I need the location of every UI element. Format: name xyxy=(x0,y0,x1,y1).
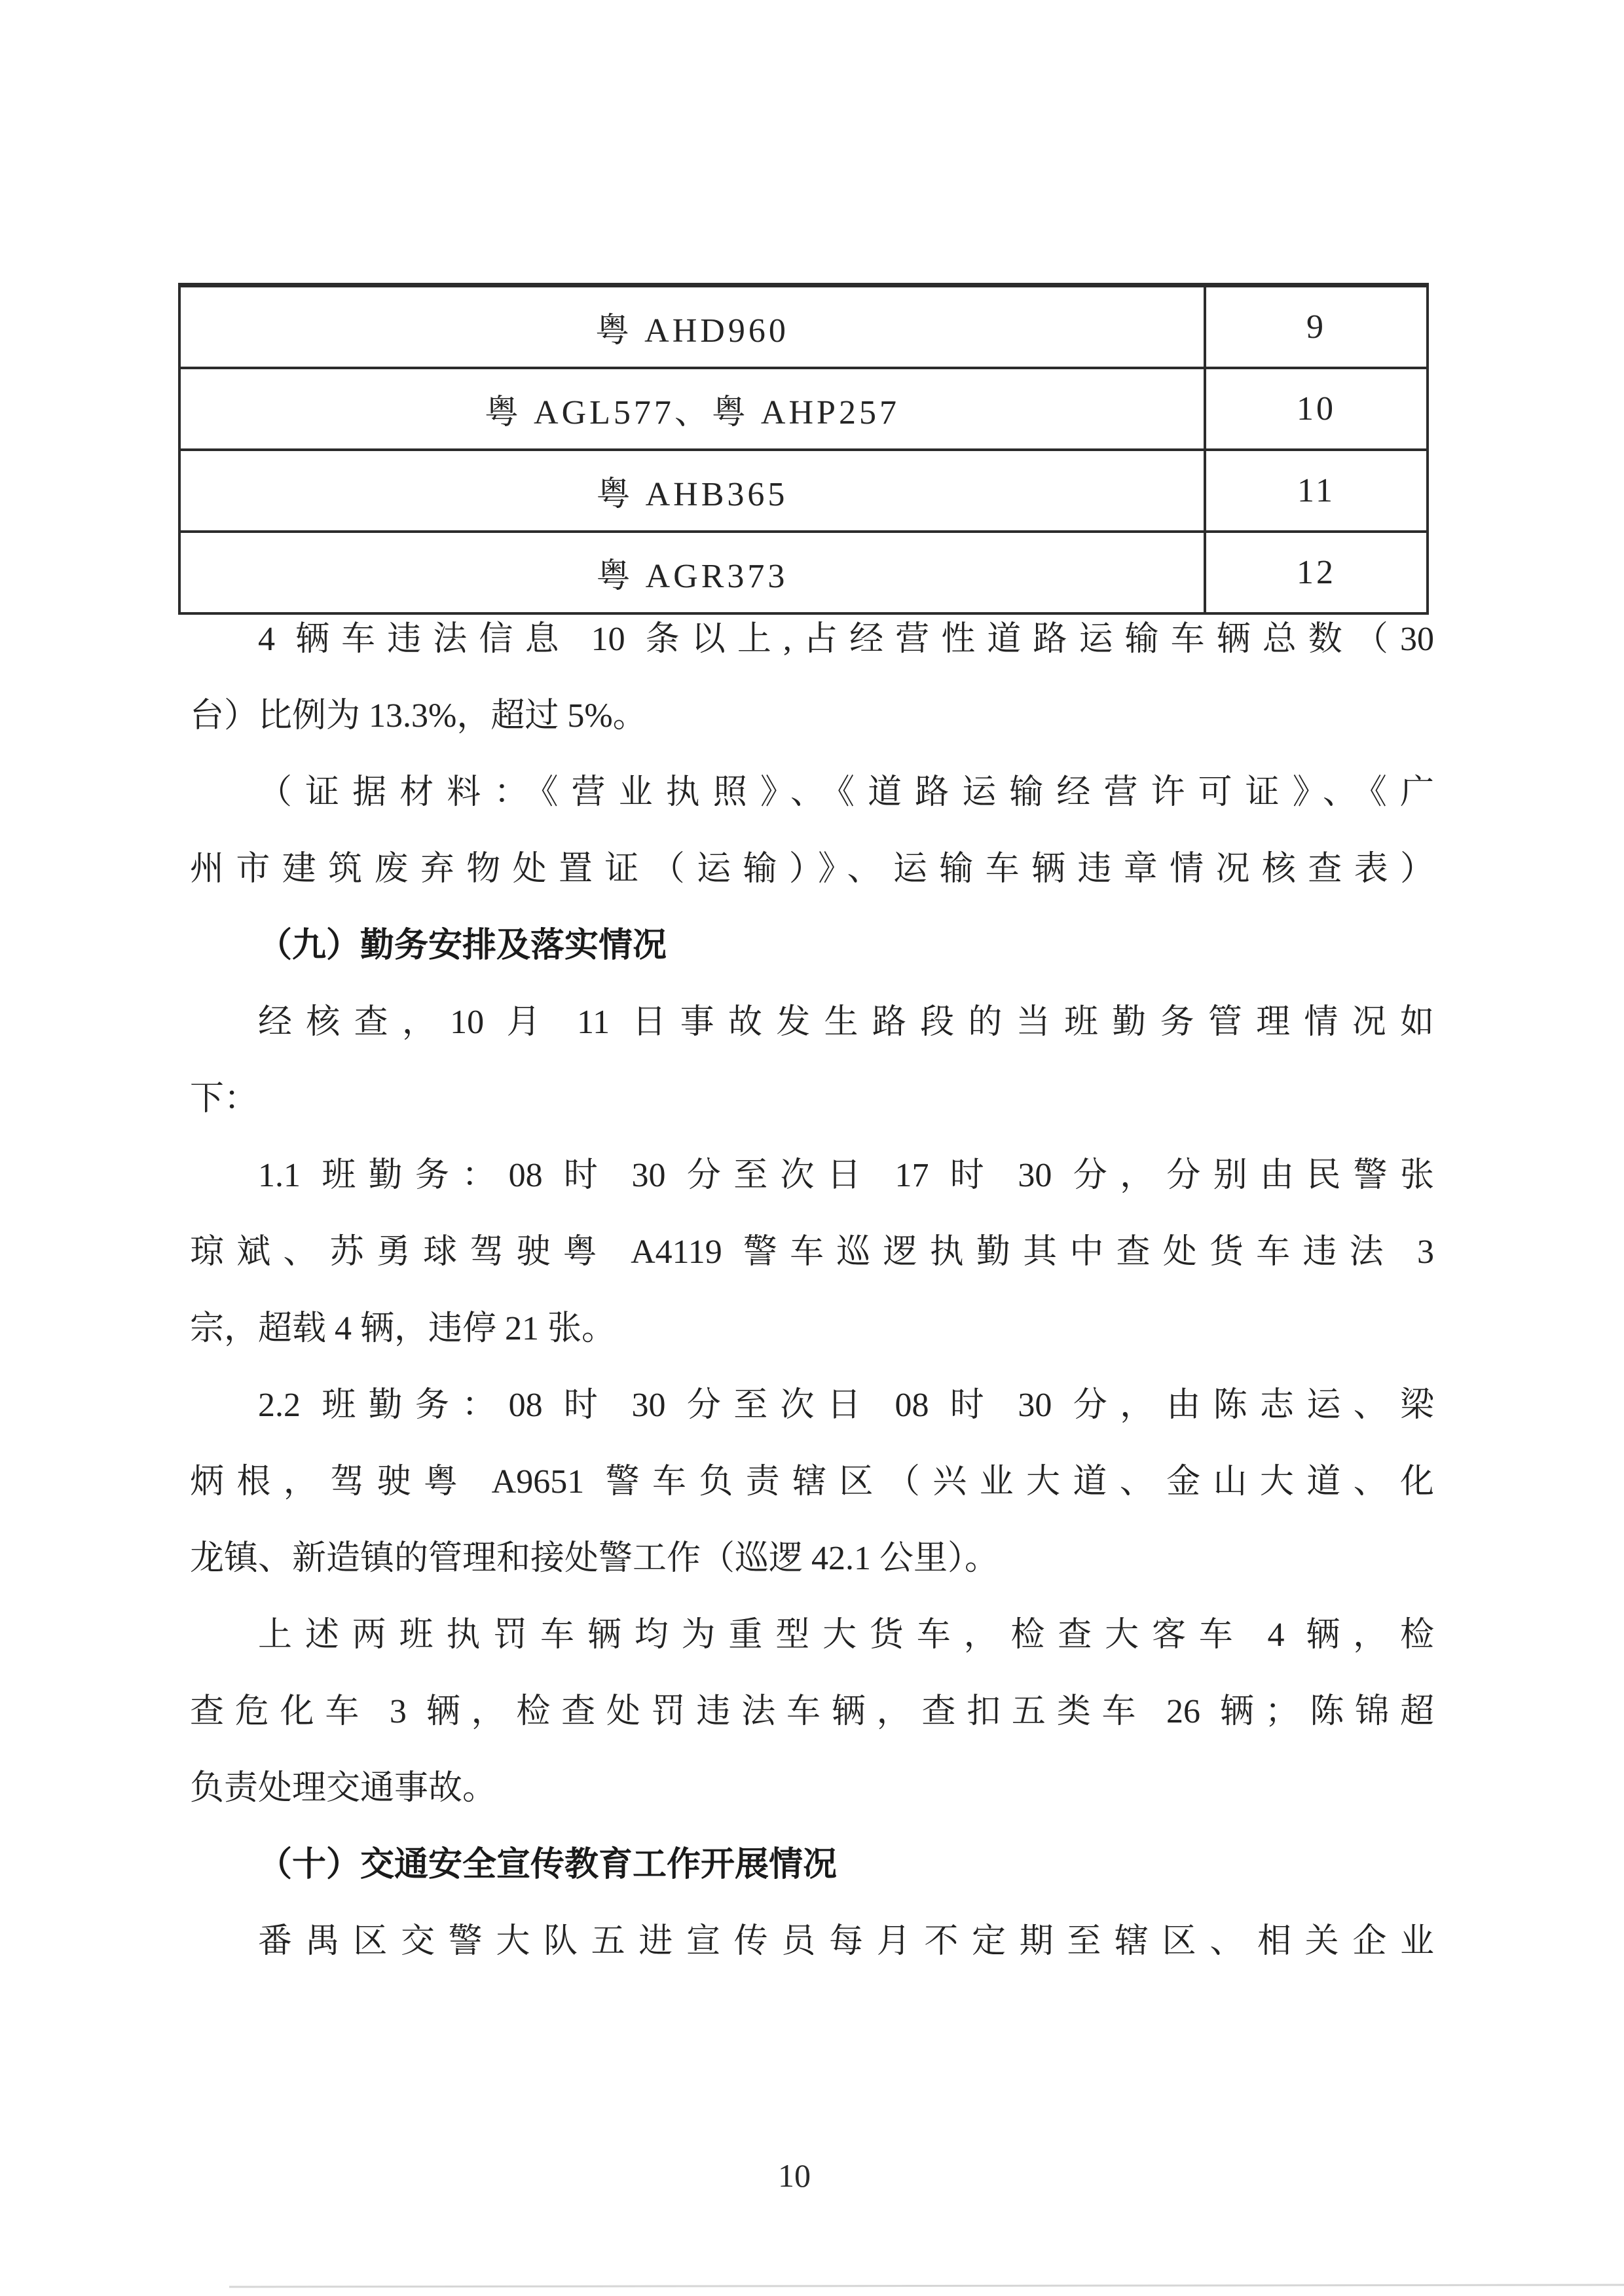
table-row xyxy=(179,285,1428,369)
count-cell: 9 xyxy=(1205,285,1428,369)
paragraph-line: 2.2 班勤务：08 时 30 分至次日 08 时 30 分，由陈志运、梁 xyxy=(258,1387,1434,1424)
paragraph-line: 宗，超载 4 辆，违停 21 张。 xyxy=(190,1310,616,1347)
paragraph-line: （证据材料：《营业执照》、《道路运输经营许可证》、《广 xyxy=(258,774,1434,811)
document-body xyxy=(190,601,1434,1980)
paragraph-line: 1.1 班勤务：08 时 30 分至次日 17 时 30 分，分别由民警张 xyxy=(258,1157,1434,1194)
paragraph-line: 负责处理交通事故。 xyxy=(190,1770,497,1807)
section-heading-10: （十）交通安全宣传教育工作开展情况 xyxy=(258,1846,838,1884)
paragraph-line: 经核查，10 月 11 日事故发生路段的当班勤务管理情况如 xyxy=(258,1004,1434,1041)
table-row xyxy=(179,368,1428,450)
paragraph-line: 4 辆车违法信息 10 条以上,占经营性道路运输车辆总数（30 xyxy=(258,621,1434,658)
count-cell: 10 xyxy=(1205,368,1428,450)
scan-artifact-line xyxy=(229,2284,1624,2288)
paragraph-line: 炳根，驾驶粤 A9651 警车负责辖区（兴业大道、金山大道、化 xyxy=(190,1463,1434,1501)
plate-cell: 粤 AHB365 xyxy=(179,450,1205,532)
paragraph-line: 番禺区交警大队五进宣传员每月不定期至辖区、相关企业 xyxy=(258,1923,1434,1960)
page-number: 10 xyxy=(778,2157,811,2194)
plate-cell: 粤 AGL577、粤 AHP257 xyxy=(179,368,1205,450)
paragraph-line: 琼斌、苏勇球驾驶粤 A4119 警车巡逻执勤其中查处货车违法 3 xyxy=(190,1233,1434,1271)
paragraph-line: 龙镇、新造镇的管理和接处警工作（巡逻 42.1 公里）。 xyxy=(190,1540,999,1577)
paragraph-line: 下： xyxy=(190,1080,259,1118)
count-cell: 12 xyxy=(1205,532,1428,613)
paragraph-line: 台）比例为 13.3%，超过 5%。 xyxy=(190,697,647,735)
table-row xyxy=(179,450,1428,532)
paragraph-line: 查危化车 3 辆，检查处罚违法车辆，查扣五类车 26 辆；陈锦超 xyxy=(190,1693,1434,1730)
vehicle-violation-table xyxy=(178,283,1429,615)
paragraph-line: 上述两班执罚车辆均为重型大货车，检查大客车 4 辆，检 xyxy=(258,1616,1434,1654)
count-cell: 11 xyxy=(1205,450,1428,532)
paragraph-line: 州市建筑废弃物处置证（运输）》、运输车辆违章情况核查表） xyxy=(190,850,1434,888)
plate-cell: 粤 AGR373 xyxy=(179,532,1205,613)
section-heading-9: （九）勤务安排及落实情况 xyxy=(258,927,667,964)
plate-cell: 粤 AHD960 xyxy=(179,285,1205,369)
